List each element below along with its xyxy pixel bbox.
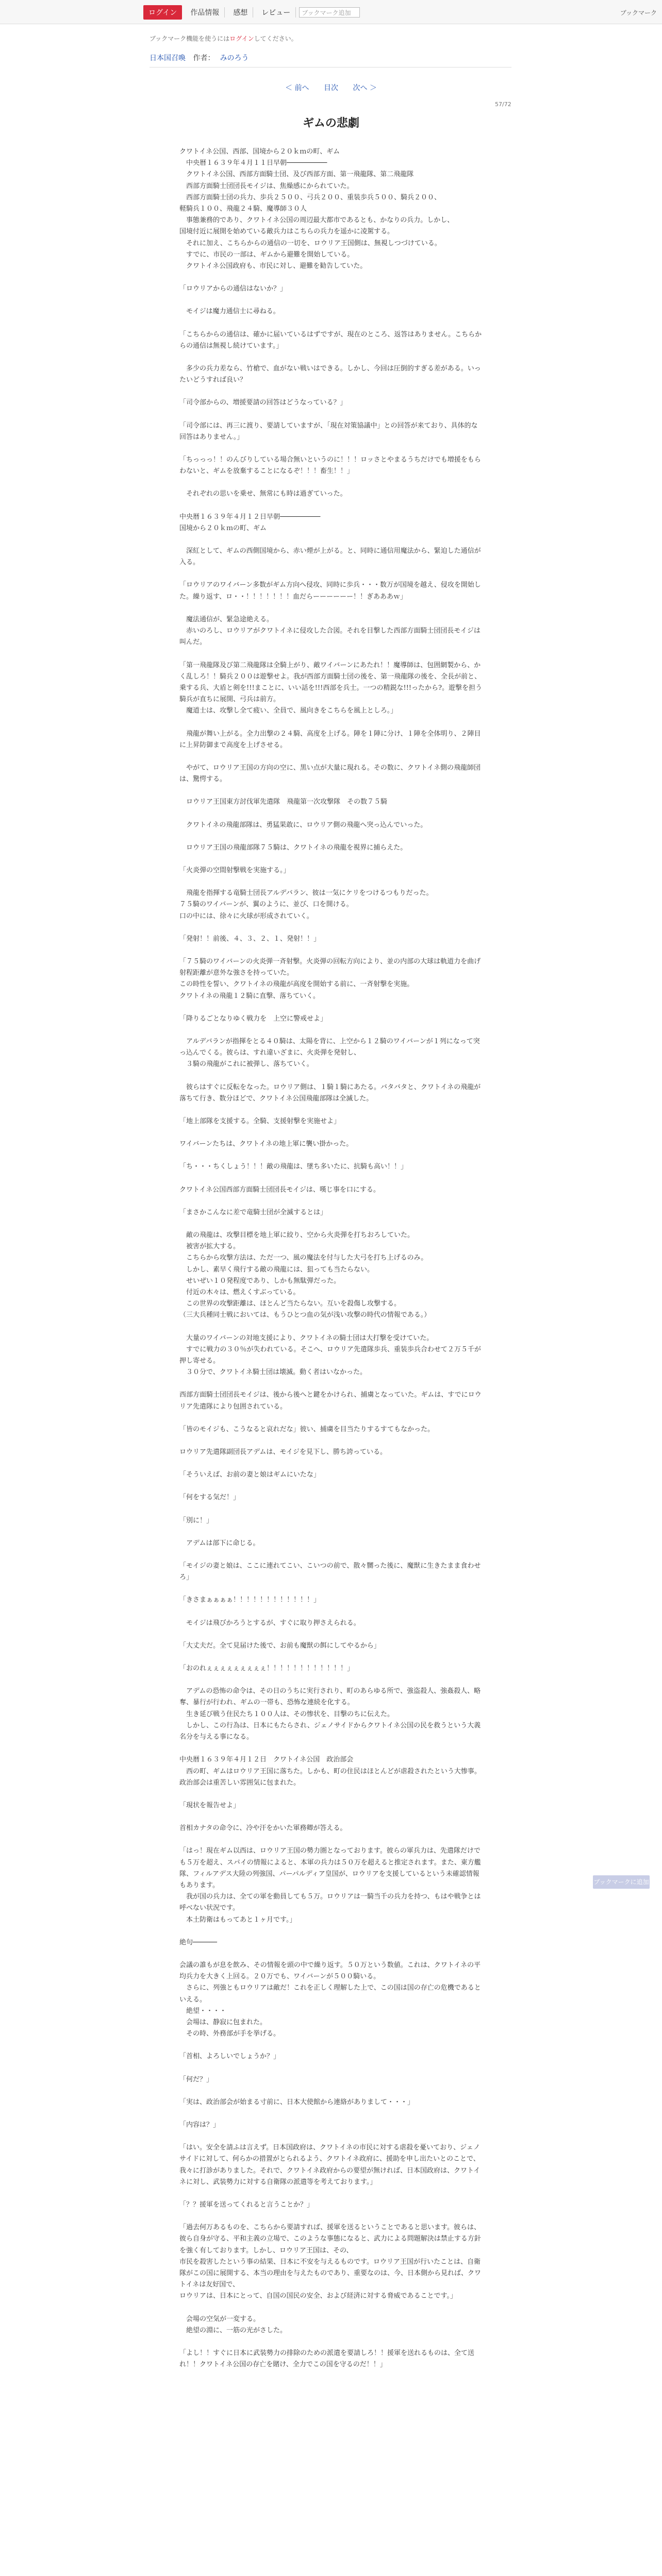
body-line: 「過去何万あるものを、こちらから要請すれば、援軍を送るということであると思います。彼らは、彼ら自身が守る、平和主義の立場で、このような事態になると、武力による問題解決は禁止する方針を強く有しております。しかし、ロウリア王国は、その、 xyxy=(179,2224,481,2255)
body-line: アデムの恐怖の命令は、その日のうちに実行されり、町のあらゆる所で、強盗殺人、強姦殺人、略奪、暴行が行われ、ギムの一帯も、恐怖な連続を化する。 xyxy=(179,1687,481,1707)
body-line xyxy=(179,1218,483,1230)
body-line xyxy=(179,352,483,363)
body-line: 中央暦１６３９年４月１１日早朝────────── xyxy=(179,159,327,167)
breadcrumb xyxy=(150,53,254,63)
bookmark-link[interactable]: ブックマーク xyxy=(620,9,657,16)
body-line: 絶句────── xyxy=(179,1938,217,1946)
body-line: 西の町、ギムはロウリア王国に落ちた。しかも、町の住民はほとんどが虐殺されたという大惨事。政治部会は重苦しい雰囲気に包まれた。 xyxy=(179,1767,481,1787)
body-line: 「皆のモイジも、こうなると哀れだな」彼い、捕虜を目当たりするすてもなかった。 xyxy=(179,1425,435,1433)
body-line xyxy=(179,808,483,820)
body-line: 西部方面騎士団の兵力、歩兵２５００、弓兵２００、重装歩兵５００、騎兵２００、 xyxy=(179,193,441,201)
body-line: クワトイネの飛龍部隊は、勇猛果敢に、ロウリア側の飛龍へ突っ込んでいった。 xyxy=(179,821,427,829)
body-line: その時、外務部が手を挙げる。 xyxy=(179,2030,280,2038)
body-line: 飛龍が舞い上がる。全力出撃の２４騎、高度を上げる。陣を１陣に分け、１陣を全体明り、２陣目に上昇防御まで高度を上げさせる。 xyxy=(179,730,481,749)
body-line: 市民を殺害したという事の結果、日本に不安を与えるものです。ロウリア王国が行いたことは、自衛隊がこの国に展開する、本当の理由を与えたものであり、重要なのは、今、日本側から見れば、クワトイネは友好国で、 xyxy=(179,2258,482,2289)
chapter-title: ギムの悲劇 xyxy=(303,117,359,130)
body-line: 会場の空気が一変する。 xyxy=(179,2315,260,2323)
toc-link[interactable]: 目次 xyxy=(324,84,338,92)
body-line xyxy=(179,2302,483,2314)
body-line: 「ロウリアのワイバーン多数がギム方向へ侵攻、同時に歩兵・・・数万が国境を越え、侵攻を開始した。繰り返す、ロ・・！！！！！！！血だらーーーーーー！！ぎあああｗ」 xyxy=(179,581,481,601)
page-number: 57/72 xyxy=(495,101,511,108)
body-line: 「実は、政治部会が始まる寸前に、日本大使館から連絡がありまして・・・」 xyxy=(179,2098,415,2106)
body-line: それぞれの思いを乗せ、無常にも時は過ぎていった。 xyxy=(179,490,347,498)
body-line: しかし、この行為は、日本にもたらされ、ジェノサイドからクワトイネ公国の民を救うという大義名分を与える事になる。 xyxy=(179,1721,481,1741)
body-line: 「？？援軍を送ってくれると言うことか？」 xyxy=(179,2200,314,2209)
body-line xyxy=(179,1948,483,1960)
body-line: ロウリア先遣隊副団長アデムは、モイジを見下し、勝ち誇っている。 xyxy=(179,1448,387,1456)
body-line: 「司令部からの、増援要請の回答はどうなっている？」 xyxy=(179,399,347,407)
body-line xyxy=(179,500,483,512)
body-line: 深紅として、ギムの西側国境から、赤い煙が上がる。と、同時に通信用魔法から、緊迫した通信が入る。 xyxy=(179,547,481,567)
body-line xyxy=(179,1527,483,1538)
body-line xyxy=(179,386,483,397)
body-line xyxy=(179,649,483,660)
body-line xyxy=(179,1435,483,1447)
body-line xyxy=(179,295,483,306)
body-line xyxy=(179,2108,483,2120)
body-line: 彼らはすぐに反転をなった。ロウリア側は、１騎１騎にあたる。バタバタと、クワトイネの飛龍が落ちて行き、数分ほどで、クワトイネ公国飛龍部隊は全滅した。 xyxy=(179,1083,481,1103)
body-line xyxy=(179,1652,483,1663)
body-line: ロウリア王国東方討伐軍先遣隊 飛龍第一次攻撃隊 その数７５騎 xyxy=(179,798,388,806)
body-line xyxy=(179,603,483,614)
body-line: せいぜい１０発程度であり、しかも無駄弾だった。 xyxy=(179,1277,341,1285)
body-line: やがて、ロウリア王国の方向の空に、黒い点が大量に現れる。その数に、クワトイネ側の飛龍師団は、驚愕する。 xyxy=(179,764,481,784)
body-line: 「首相、よろしいでしょうか？」 xyxy=(179,2053,280,2061)
body-line: 「現状を報告せよ」 xyxy=(179,1801,240,1809)
series-title-link[interactable]: 日本国召喚 xyxy=(150,54,186,62)
body-line: 「ちっっっ！！のんびりしている場合無いというのに！！！ロッさとやまるうちだけでも増援をもらわないと、ギムを放棄することになるぞ！！！畜生！！」 xyxy=(179,456,481,476)
body-line xyxy=(179,1629,483,1640)
body-line: 事態兼務的であり、クワトイネ公国の周辺最大都市であるとも、かなりの兵力。しかし、 xyxy=(179,216,454,225)
body-line: 赤いのろし、ロウリアがクワトイネに侵攻した合図。それを目撃した西部方面騎士団団長モイジは叫んだ。 xyxy=(179,627,481,647)
body-line: 飛龍を指揮する竜騎士団長アルデバラン、彼は一気にケリをつけるつもりだった。 xyxy=(179,889,433,897)
body-line: 首相カナタの命令に、冷や汗をかいた軍務卿が答える。 xyxy=(179,1824,347,1833)
body-line xyxy=(179,1196,483,1207)
body-line: 中央暦１６３９年４月１２日早朝────────── xyxy=(179,513,321,521)
floating-bookmark-button[interactable]: ブックマークに追加 xyxy=(593,1875,650,1889)
body-line xyxy=(179,272,483,283)
body-line xyxy=(179,1743,483,1754)
body-line: 絶望・・・・ xyxy=(179,2007,227,2015)
body-line: ７５騎のワイバーンが、翼のように、並び、口を開ける。 xyxy=(179,901,353,909)
body-line xyxy=(179,1173,483,1184)
body-line xyxy=(179,1413,483,1424)
body-line: 「内容は？」 xyxy=(179,2121,220,2129)
body-line: 「きさまぁぁぁぁ！！！！！！！！！！！！」 xyxy=(179,1596,321,1604)
body-line: 「はっ！現在ギム以西は、ロウリア王国の勢力圏となっております。彼らの軍兵力は、先遣隊だけでも５万を超え、スパイの情報によると、本軍の兵力は５０万を超えると推定されます。また、東方艦隊、フィルアデス大陸の列強国、パーパルディア皇国が、ロウリアを支援しているという未確認情報もあります。 xyxy=(179,1847,481,1889)
body-line xyxy=(179,1025,483,1036)
body-line: 「ち・・・ちくしょう！！！敵の飛龍は、墜ち多いたに、抗騎も高い！！」 xyxy=(179,1163,408,1171)
body-line: クワトイネ公国西部方面騎士団団長モイジは、嘆じ事を口にする。 xyxy=(179,1185,380,1194)
body-line xyxy=(179,751,483,762)
body-line xyxy=(179,409,483,420)
body-line: 我が国の兵力は、全ての軍を動員しても５万。ロウリアは一騎当千の兵力を持つ、もはや戦争とは呼べない状況です。 xyxy=(179,1893,481,1912)
body-line: 口の中には、徐々に火球が形成されていく。 xyxy=(179,912,313,920)
body-line: 西部方面騎士団団長モイジは、後から後へと鍵をかけられ、捕虜となっていた。ギムは、すでにロウリア先遣隊により包囲されている。 xyxy=(179,1391,482,1411)
body-line: クワトイネ公国、西部方面騎士団、及び西部方面、第一飛龍隊、第二飛龍隊 xyxy=(179,171,414,179)
body-line xyxy=(179,876,483,888)
body-line: 「ロウリアからの通信はないか？」 xyxy=(179,285,287,293)
body-line: 「火炎弾の空間射撃戦を実施する。」 xyxy=(179,866,290,874)
body-line xyxy=(179,922,483,934)
body-line: 「モイジの妻と娘は、ここに連れてこい、こいつの前で、散々嬲った後に、魔獣に生きたまま食わせろ」 xyxy=(179,1562,481,1582)
body-line: 「降りるごとなりゆく戦力を 上空に警戒せよ」 xyxy=(179,1014,327,1023)
body-line: 「何をする気だ！」 xyxy=(179,1494,240,1502)
body-line xyxy=(179,1583,483,1595)
body-line: 「そういえば、お前の妻と娘はギムにいたな」 xyxy=(179,1471,320,1479)
body-line: すでに、市民の一部は、ギムから避難を開始している。 xyxy=(179,250,354,259)
body-line xyxy=(179,477,483,488)
body-line xyxy=(179,2086,483,2097)
body-line: クワトイネの飛龍１２騎に直撃、落ちていく。 xyxy=(179,992,320,1000)
body-line xyxy=(179,2188,483,2199)
body-line: ３騎の飛龍がこれに被弾し、落ちていく。 xyxy=(179,1060,313,1069)
body-line: 「地上部隊を支援する。全騎、支援射撃を実施せよ」 xyxy=(179,1117,341,1125)
body-line: モイジは飛びかろうとするが、すぐに取り押さえられる。 xyxy=(179,1619,360,1627)
body-line: ロウリアは、日本にとって、自国の国民の安全、および経済に対する脅威であることです。」 xyxy=(179,2292,457,2300)
body-line: 「大丈夫だ。全て見届けた後で、お前も魔獣の餌にしてやるから」 xyxy=(179,1641,380,1650)
body-line: 多少の兵力差なら、竹槍で、血がない戦いはできる。しかし、今回は圧倒的すぎる差がある。いったいどうすれば良い？ xyxy=(179,365,481,384)
chapter-body xyxy=(179,146,483,2370)
body-line xyxy=(179,1504,483,1515)
body-line: 大量のワイバーンの対地支援により、クワトイネの騎士団は大打撃を受けていた。 xyxy=(179,1334,434,1342)
body-line: （三大兵種同士戦においては、もうひとつ血の気が浅い攻撃の時代の情報である。） xyxy=(179,1311,431,1319)
body-line: ３０分で、クワトイネ騎士団は壊滅。動く者はいなかった。 xyxy=(179,1368,367,1377)
body-line: 「はい。安全を請ふは言えず。日本国政府は、クワトイネの市民に対する虐殺を憂いており、ジェノサイドに対して、何らかの措置がとられるよう、クワトイネ政府に、援助を申し出たいとのことで、我々に打診がありました。それで、クワトイネ政府からの要望が無ければ、日本国政府は、クワトイネに対し、武装勢力に対する自衛隊の派遣等を考えております。」 xyxy=(179,2144,481,2186)
body-line: すでに戦力の３０％が失われている。そこへ、ロウリア先遣隊歩兵、重装歩兵合わせて２万５千が押し寄せる。 xyxy=(179,1345,481,1365)
body-line xyxy=(179,568,483,580)
bookmark-add-box[interactable]: ブックマーク追加 xyxy=(299,7,360,18)
notice-suffix: してください。 xyxy=(254,35,297,42)
body-line xyxy=(179,2211,483,2222)
body-line: 「おのれぇぇぇぇぇぇぇぇぇ！！！！！！！！！！！！」 xyxy=(179,1665,354,1673)
notice-prefix: ブックマーク機能を使うには xyxy=(150,35,230,42)
body-line: モイジは魔力通信士に尋ねる。 xyxy=(179,308,280,316)
body-line xyxy=(179,854,483,865)
body-line: 軽騎兵１００、飛龍２４騎、魔導師３０人 xyxy=(179,205,307,213)
body-line: 魔道士は、攻撃し全て疲い、全員で、風向きをこちらを風上としろ。」 xyxy=(179,707,398,715)
body-line: ロウリア王国の飛龍部隊７５騎は、クワトイネの飛龍を視界に捕らえた。 xyxy=(179,843,407,852)
body-line: 付近の木々は、燃えくすぶっている。 xyxy=(179,1289,300,1297)
body-line xyxy=(179,1105,483,1116)
body-line: 「何だ？」 xyxy=(179,2075,213,2083)
body-line xyxy=(179,1002,483,1013)
body-line xyxy=(179,1789,483,1800)
body-line xyxy=(179,1071,483,1082)
body-line xyxy=(179,831,483,842)
body-line: 国境付近に展開を始めている敵兵力はこちらの兵力を遥かに凌駕する。 xyxy=(179,228,394,236)
body-line: 西部方面騎士団団長モイジは、焦燥感にかられていた。 xyxy=(179,182,354,190)
body-line: さらに、列強ともロウリアは敵だ！これを正しく理解した上で、この国は国の存亡の危機であるといえる。 xyxy=(179,1984,481,2004)
body-line: こちらから攻撃方法は、ただ一つ、風の魔法を付与した大弓を打ち上げるのみ。 xyxy=(179,1254,428,1262)
notice-login-link[interactable]: ログイン xyxy=(229,35,254,42)
body-line: 「別に！」 xyxy=(179,1516,213,1524)
body-line: アデムは部下に命じる。 xyxy=(179,1539,260,1547)
body-line xyxy=(179,1926,483,1937)
body-line xyxy=(179,2063,483,2074)
body-line: アルデバランが指揮をとる４０騎は、太陽を背に、上空から１２騎のワイバーンが１列になって突っ込んでくる。彼らは、すれ違いざまに、火炎弾を発射し、 xyxy=(179,1037,480,1057)
body-line: 会議の誰もが息を飲み、その情報を頭の中で繰り返す。５０万という数値。これは、クワトイネの平均兵力を大きく上回る。２０万でも、ワイバーンが５００騎いる。 xyxy=(179,1961,481,1981)
body-line: ワイバーンたちは、クワトイネの地上軍に襲い掛かった。 xyxy=(179,1140,353,1148)
body-line xyxy=(179,1811,483,1823)
body-line xyxy=(179,785,483,796)
next-chapter-link[interactable]: 次へ ＞ xyxy=(353,84,377,92)
nav-item-reviews[interactable]: レビュー xyxy=(256,7,296,18)
nav-item-impressions[interactable]: 感想 xyxy=(228,7,253,18)
body-line xyxy=(179,1150,483,1161)
body-line: 中央暦１６３９年４月１２日 クワトイネ公国 政治部会 xyxy=(179,1756,354,1764)
body-line: それに加え、こちらからの通信の一切を、ロウリア王国側は、無視しつづけている。 xyxy=(179,239,441,247)
body-line: クワトイネ公国、西部、国境から２０ｋｍの町、ギム xyxy=(179,148,340,156)
login-notice xyxy=(150,34,297,43)
body-line: 国境から２０ｋｍの町、ギム xyxy=(179,524,267,532)
body-line xyxy=(179,945,483,956)
body-line: 「まさかこんなに差で竜騎士団が全滅するとは」 xyxy=(179,1208,327,1216)
body-line xyxy=(179,1458,483,1469)
author-label: 作者： xyxy=(193,54,215,62)
body-line xyxy=(179,1127,483,1139)
login-button[interactable]: ログイン xyxy=(143,5,182,20)
body-line: 「発射！！前後、４、３、２、１、発射！！」 xyxy=(179,935,321,943)
body-line xyxy=(179,2131,483,2142)
body-line xyxy=(179,2336,483,2348)
body-line xyxy=(179,717,483,728)
body-line: 本土防衛はもってあと１ヶ月です。」 xyxy=(179,1916,296,1924)
body-line xyxy=(179,1834,483,1845)
chapter-pager xyxy=(0,82,662,93)
body-line xyxy=(179,2040,483,2051)
body-line xyxy=(179,1378,483,1389)
body-line: この世界の攻撃距離は、ほとんど当たらない。互いを殺傷し攻撃する。 xyxy=(179,1300,401,1308)
body-line: 「よし！！すぐに日本に武装勢力の排除のための派遣を要請しろ！！援軍を送れるものは、全て送れ！！クワトイネ公国の存亡を賭け、全力でこの国を守るのだ！！」 xyxy=(179,2349,475,2369)
body-line: この時性を誓い、クワトイネの飛龍が高度を開始する前に、一斉射撃を実施。 xyxy=(179,980,414,989)
body-line xyxy=(179,1674,483,1686)
body-line: 生き延び戦う住民たち１００人は、その惨状を、目撃のちに伝えた。 xyxy=(179,1710,394,1718)
body-line: 絶望の淵に、一筋の光がさした。 xyxy=(179,2326,287,2334)
body-line xyxy=(179,1481,483,1492)
body-line: 魔法通信が、緊急途絶える。 xyxy=(179,615,274,623)
body-line xyxy=(179,534,483,546)
nav-item-info[interactable]: 作品情報 xyxy=(185,7,225,18)
body-line: 被害が拡大する。 xyxy=(179,1243,240,1251)
body-line: 「第一飛龍隊及び第二飛龍隊は全騎上がり、敵ワイバーンにあたれ！！魔導師は、包囲網製から、かく乱しろ！！騎兵２００は遊撃せよ。我が西部方面騎士団の後を、第一飛龍隊の後を、全長が前と、乗する兵、大盾と剣を!!!まことに、いい話を!!!西部を兵士。一つの精鋭な!!!ったから?。遊撃を担う騎兵が直ちに展開、弓兵は前方。 xyxy=(179,661,482,704)
body-line: 「司令部には、再三に渡り、要請していますが、「現在対策協議中」との回答が来ており、具体的な回答はありません。」 xyxy=(179,421,478,441)
body-line xyxy=(179,1321,483,1333)
body-line xyxy=(179,318,483,329)
body-line: 敵の飛龍は、攻撃目標を地上軍に絞り、空から火炎弾を打ちおろしていた。 xyxy=(179,1231,415,1239)
body-line: 会場は、静寂に包まれた。 xyxy=(179,2018,267,2026)
author-link[interactable]: みのろう xyxy=(220,54,249,62)
body-line: クワトイネ公国政府も、市民に対し、避難を勧告していた。 xyxy=(179,262,367,270)
prev-chapter-link[interactable]: ＜ 前へ xyxy=(285,84,309,92)
top-navigation-bar xyxy=(0,0,662,24)
body-line xyxy=(179,443,483,454)
body-line: 「こちらからの通信は、確かに届いているはずですが、現在のところ、返答はありません。こちらからの通信は無視し続けています。」 xyxy=(179,330,482,350)
body-line xyxy=(179,1549,483,1561)
body-line: しかし、素早く飛行する敵の飛龍には、狙っても当たらない。 xyxy=(179,1265,374,1274)
body-line xyxy=(179,1606,483,1618)
body-line: 「７５騎のワイバーンの火炎弾一斉射撃。火炎弾の回転方向により、並の内部の大球は軌道力を曲げ射程距離が意外な強さを持っていた。 xyxy=(179,957,481,977)
